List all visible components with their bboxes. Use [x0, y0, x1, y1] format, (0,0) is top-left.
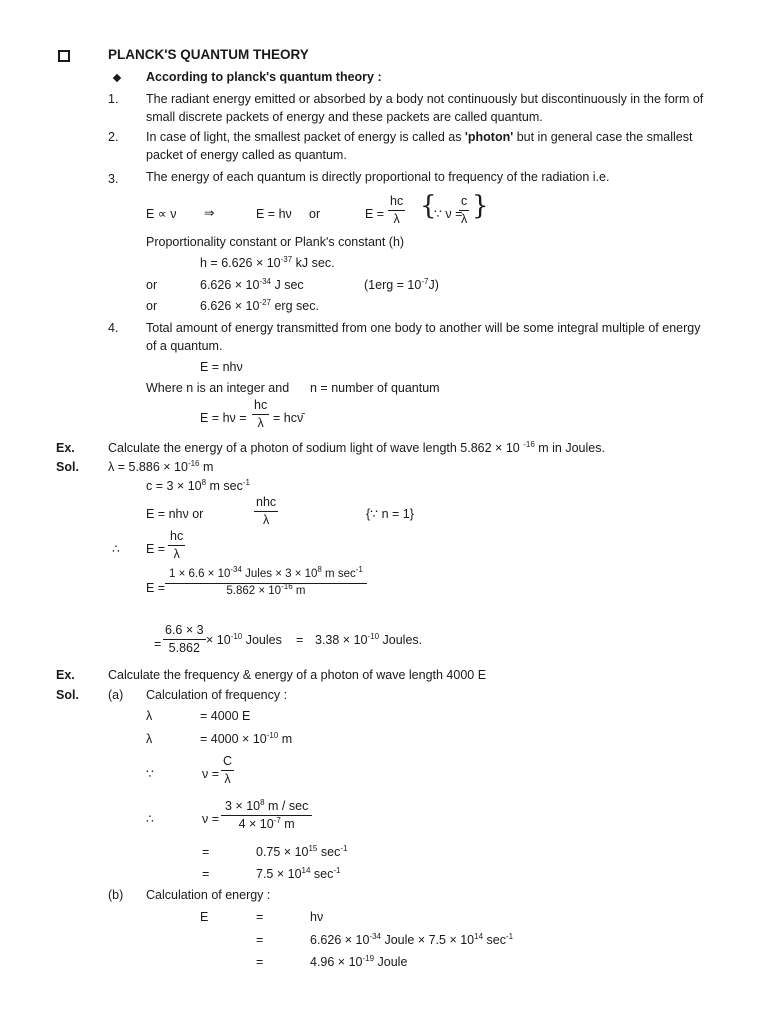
- lambda-value: [108, 460, 213, 475]
- energy-eq-label: E =: [146, 581, 166, 595]
- value: Calculate the energy of a photon of sodium light of wave length 5.862 × 10: [108, 441, 524, 455]
- hc-over-lambda-fraction: [252, 398, 269, 431]
- unit: sec: [317, 845, 341, 859]
- point-text: The energy of each quantum is directly proportional to frequency of the radiation i.e.: [146, 170, 610, 184]
- erg-conversion: [364, 278, 439, 293]
- value: 6.626 × 10: [200, 278, 260, 292]
- exponent: -1: [340, 844, 348, 853]
- value: c = 3 × 10: [146, 479, 202, 493]
- exponent: -10: [230, 632, 243, 641]
- unit: m: [280, 817, 295, 831]
- equals-sign: =: [256, 910, 264, 924]
- exponent: 8: [201, 478, 207, 487]
- value: 7.5 × 10: [256, 867, 302, 881]
- numerator: hc: [168, 529, 185, 546]
- unit: m: [278, 732, 293, 746]
- exponent: -34: [369, 932, 381, 941]
- lambda-symbol: λ: [146, 732, 153, 746]
- equals-sign: =: [256, 955, 264, 969]
- unit: kJ sec.: [292, 256, 335, 270]
- denominator: [226, 581, 306, 599]
- value: 4 × 10: [238, 817, 274, 831]
- ratio-fraction: [163, 623, 206, 656]
- example-label: Ex.: [56, 668, 75, 682]
- value: 6.626 × 10: [310, 933, 370, 947]
- energy-hv-eq: E = hν =: [200, 411, 247, 425]
- diamond-bullet-icon: [113, 74, 121, 82]
- energy-result: [310, 955, 407, 970]
- energy-eq-label: E =: [146, 542, 166, 556]
- value: 0.75 × 10: [256, 845, 309, 859]
- energy-substitution: [310, 933, 513, 948]
- unit: m in Joules.: [534, 441, 605, 455]
- lambda-value-meters: [200, 732, 292, 747]
- speed-of-light: [146, 479, 250, 494]
- energy-nhv-or: E = nhν or: [146, 507, 204, 521]
- example-question: Calculate the frequency & energy of a photon of wave length 4000 E: [108, 668, 487, 682]
- planck-value-3: [200, 299, 319, 314]
- exponent: -1: [355, 565, 363, 574]
- numerator: hc: [252, 398, 269, 415]
- unit: Joules.: [379, 633, 423, 647]
- because-nu: ∵ ν =: [434, 207, 463, 221]
- equals-sign: =: [154, 637, 162, 651]
- unit: m: [199, 460, 214, 474]
- multiplier: [206, 633, 282, 648]
- equals-sign: =: [202, 867, 210, 881]
- unit: m sec: [206, 479, 243, 493]
- unit: Joule: [374, 955, 408, 969]
- point-text: The radiant energy emitted or absorbed by a body not continuously but discontinuously in the form of small discrete packets of energy and these packets are called quantum.: [146, 92, 704, 124]
- energy-nhv-eq: E = nhν: [200, 360, 243, 374]
- part-label: (b): [108, 888, 124, 902]
- exponent: 8: [260, 798, 265, 807]
- numerator: [165, 565, 367, 584]
- page-title: PLANCK'S QUANTUM THEORY: [108, 47, 309, 62]
- c-over-lambda-fraction: [459, 194, 469, 227]
- point-number: 3.: [108, 172, 119, 186]
- planck-constant-label: Proportionality constant or Plank's constant (h): [146, 235, 405, 249]
- lambda-symbol: λ: [146, 709, 153, 723]
- equals-sign: =: [256, 933, 264, 947]
- value: 5.862 × 10: [226, 584, 282, 597]
- value: λ = 5.886 × 10: [108, 460, 188, 474]
- proportionality-eq: E ∝ ν: [146, 207, 177, 221]
- value: Joule × 7.5 × 10: [381, 933, 475, 947]
- point-number: 2.: [108, 130, 119, 144]
- denominator: λ: [224, 772, 231, 786]
- example-question: [108, 441, 605, 456]
- hc-nu-bar: = hcν̄: [273, 411, 304, 425]
- point-text: [146, 128, 711, 164]
- implies-arrow: ⇒: [204, 206, 215, 220]
- or-label: or: [146, 299, 158, 313]
- or-label: or: [146, 278, 158, 292]
- nu-eq-label: ν =: [202, 812, 220, 826]
- exponent: -16: [281, 581, 293, 591]
- unit: sec: [310, 867, 334, 881]
- nhc-over-lambda-fraction: [254, 495, 278, 528]
- c-over-lambda-fraction: [221, 754, 234, 787]
- unit: m / sec: [264, 799, 309, 813]
- denominator: 5.862: [168, 641, 200, 655]
- value: 4.96 × 10: [310, 955, 363, 969]
- exponent: -7: [421, 277, 429, 286]
- exponent: -10: [266, 731, 279, 740]
- solution-label: Sol.: [56, 460, 79, 474]
- numerator: c: [459, 194, 469, 211]
- equals-sign: =: [296, 633, 304, 647]
- value: 3 × 10: [225, 799, 261, 813]
- planck-value-2: [200, 278, 304, 293]
- equals-sign: =: [202, 845, 210, 859]
- unit: m sec: [321, 568, 356, 580]
- unit: sec: [483, 933, 506, 947]
- example-label: Ex.: [56, 441, 75, 455]
- denominator: λ: [257, 416, 264, 430]
- exponent: -34: [230, 565, 242, 574]
- point-text: Total amount of energy transmitted from one body to another will be some integral multiple of energy of a quantum.: [146, 321, 701, 353]
- solution-label: Sol.: [56, 688, 79, 702]
- point-text-part: but in general case the smallest packet of energy called as quantum.: [146, 130, 693, 162]
- denominator: λ: [173, 547, 180, 561]
- exponent: -10: [367, 632, 380, 641]
- photon-term: 'photon': [464, 130, 514, 144]
- frequency-value-2: [256, 867, 341, 882]
- denominator: [239, 816, 295, 832]
- square-bullet-icon: [58, 50, 70, 62]
- value: h = 6.626 × 10: [200, 256, 281, 270]
- part-title: Calculation of frequency :: [146, 688, 288, 702]
- point-text-part: In case of light, the smallest packet of energy is called as: [146, 130, 465, 144]
- left-brace: {: [420, 191, 437, 221]
- hv-expression: hν: [310, 910, 324, 924]
- therefore-symbol: ∴: [112, 542, 120, 556]
- therefore-symbol: ∴: [146, 812, 154, 826]
- or-label: or: [309, 207, 321, 221]
- value: (1erg = 10: [364, 278, 422, 292]
- exponent: -16: [523, 440, 535, 449]
- denominator: λ: [262, 513, 270, 527]
- point-number: 4.: [108, 321, 119, 335]
- point-number: 1.: [108, 92, 119, 106]
- subheading: According to planck's quantum theory :: [146, 70, 382, 84]
- numerator: [221, 799, 312, 816]
- exponent: -37: [280, 255, 293, 264]
- frequency-value-1: [256, 845, 347, 860]
- value: 3.38 × 10: [315, 633, 368, 647]
- numerator: 6.6 × 3: [163, 623, 206, 640]
- exponent: -1: [505, 932, 514, 941]
- unit: Joules: [242, 633, 282, 647]
- hc-over-lambda-fraction: [168, 529, 185, 562]
- exponent: -1: [242, 478, 250, 487]
- denominator: λ: [461, 212, 468, 226]
- denominator: λ: [393, 212, 400, 226]
- right-brace: }: [472, 191, 489, 221]
- exponent: 8: [317, 565, 322, 574]
- exponent: -7: [273, 816, 281, 825]
- value: Jules × 3 × 10: [241, 568, 318, 580]
- unit: m: [292, 584, 306, 597]
- hc-over-lambda-fraction: [388, 194, 405, 227]
- unit: J sec: [271, 278, 304, 292]
- part-label: (a): [108, 688, 124, 702]
- n-definition: n = number of quantum: [310, 381, 440, 395]
- n-equals-one: {∵ n = 1}: [366, 507, 414, 521]
- exponent: -27: [259, 298, 271, 307]
- planck-value-1: [200, 256, 335, 271]
- example-result: [315, 633, 422, 648]
- numerator: hc: [388, 194, 405, 211]
- energy-eq: E = hν: [256, 207, 292, 221]
- exponent: 14: [301, 866, 311, 875]
- numerator: nhc: [254, 495, 278, 512]
- nu-eq-label: ν =: [202, 767, 220, 781]
- energy-symbol: E: [200, 910, 209, 924]
- energy-eq-label: E =: [365, 207, 385, 221]
- value: = 4000 × 10: [200, 732, 267, 746]
- exponent: 14: [474, 932, 484, 941]
- value: × 10: [206, 633, 231, 647]
- value: 1 × 6.6 × 10: [169, 568, 231, 580]
- where-label: Where n is an integer and: [146, 381, 290, 395]
- exponent: -19: [362, 954, 375, 963]
- exponent: -16: [187, 459, 200, 468]
- exponent: 15: [308, 844, 318, 853]
- part-title: Calculation of energy :: [146, 888, 271, 902]
- unit: J): [428, 278, 439, 292]
- lambda-value: = 4000 E: [200, 709, 251, 723]
- value: 6.626 × 10: [200, 299, 260, 313]
- unit: erg sec.: [271, 299, 319, 313]
- energy-calculation-fraction: [165, 565, 367, 599]
- because-symbol: ∵: [146, 767, 154, 781]
- frequency-fraction: [221, 799, 312, 832]
- exponent: -1: [333, 866, 341, 875]
- exponent: -34: [259, 277, 271, 286]
- numerator: C: [221, 754, 234, 771]
